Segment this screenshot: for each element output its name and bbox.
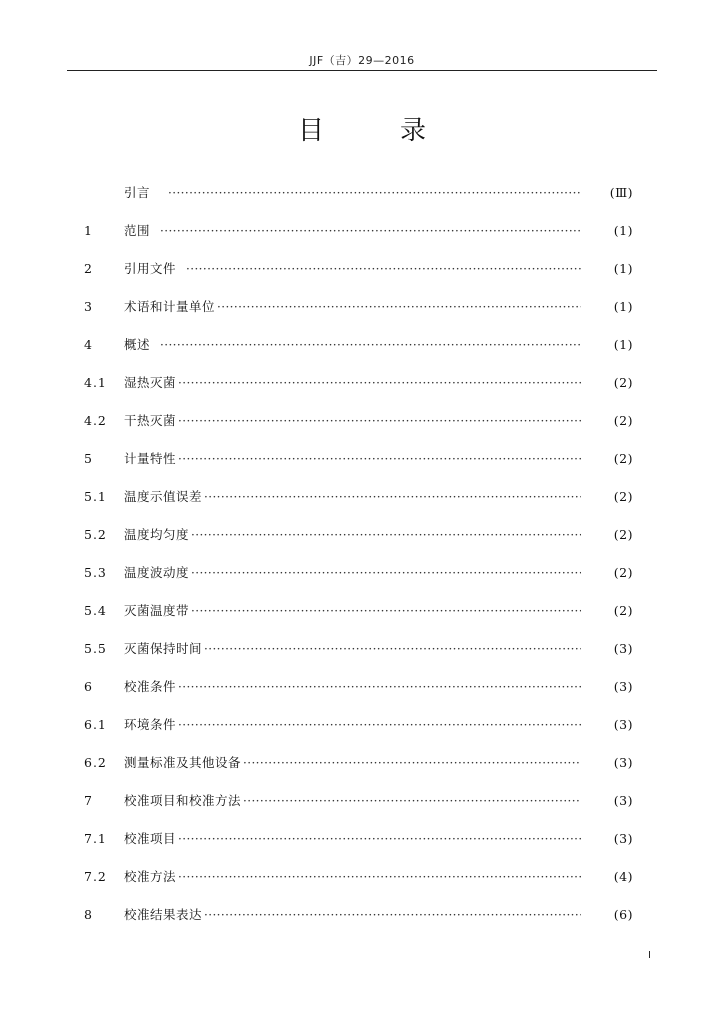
toc-entry-number: 5.5	[84, 641, 107, 656]
toc-entry-page: (4)	[613, 869, 633, 884]
toc-dot-leader	[186, 250, 581, 288]
toc-entry-5-2[interactable]	[84, 516, 633, 554]
toc-entry-title: 引言	[124, 185, 151, 200]
toc-entry-page: (3)	[613, 679, 633, 694]
toc-dot-leader	[191, 554, 581, 592]
toc-entry-title: 灭菌温度带	[124, 603, 190, 618]
toc-entry-title: 湿热灭菌	[124, 375, 177, 390]
toc-entry-title: 环境条件	[124, 717, 177, 732]
toc-entry-number: 5.1	[84, 489, 107, 504]
toc-entry-number: 5	[84, 451, 93, 466]
toc-dot-leader	[160, 212, 581, 250]
toc-entry-page: (2)	[613, 527, 633, 542]
toc-entry-7-2[interactable]	[84, 858, 633, 896]
toc-entry-5[interactable]	[84, 440, 633, 478]
toc-entry-number: 7	[84, 793, 93, 808]
toc-dot-leader	[178, 820, 581, 858]
toc-entry-title: 校准项目	[124, 831, 177, 846]
toc-entry-number: 6.1	[84, 717, 107, 732]
toc-dot-leader	[243, 782, 581, 820]
toc-entry-page: (Ⅲ)	[609, 185, 633, 200]
toc-entry-page: (3)	[613, 641, 633, 656]
toc-entry-2[interactable]	[84, 250, 633, 288]
toc-entry-number: 5.3	[84, 565, 107, 580]
toc-entry-page: (3)	[613, 717, 633, 732]
toc-entry-page: (3)	[613, 831, 633, 846]
toc-entry-title: 引用文件	[124, 261, 177, 276]
toc-entry-5-3[interactable]	[84, 554, 633, 592]
toc-dot-leader	[178, 706, 581, 744]
toc-entry-number: 5.2	[84, 527, 107, 542]
toc-entry-title: 校准方法	[124, 869, 177, 884]
toc-entry-page: (2)	[613, 451, 633, 466]
toc-entry-number: 1	[84, 223, 93, 238]
toc-entry-7-1[interactable]	[84, 820, 633, 858]
page-number: I	[648, 950, 651, 961]
toc-entry-title: 术语和计量单位	[124, 299, 216, 314]
toc-entry-4-1[interactable]	[84, 364, 633, 402]
toc-entry-page: (2)	[613, 489, 633, 504]
toc-dot-leader	[204, 478, 581, 516]
toc-dot-leader	[178, 364, 581, 402]
toc-entry-preface[interactable]	[84, 174, 633, 212]
toc-entry-5-4[interactable]	[84, 592, 633, 630]
toc-dot-leader	[178, 668, 581, 706]
toc-entry-title: 温度波动度	[124, 565, 190, 580]
toc-dot-leader	[204, 630, 581, 668]
page-title-char-2: 录	[400, 116, 427, 146]
page-title-char-1: 目	[297, 116, 324, 146]
toc-entry-page: (6)	[613, 907, 633, 922]
toc-entry-title: 校准项目和校准方法	[124, 793, 242, 808]
toc-entry-title: 校准结果表达	[124, 907, 203, 922]
document-code-header: JJF（吉）29—2016	[309, 54, 415, 67]
toc-entry-number: 3	[84, 299, 93, 314]
toc-entry-6[interactable]	[84, 668, 633, 706]
header-divider	[67, 70, 657, 71]
toc-entry-title: 干热灭菌	[124, 413, 177, 428]
toc-entry-title: 温度示值误差	[124, 489, 203, 504]
toc-entry-title: 温度均匀度	[124, 527, 190, 542]
toc-entry-number: 8	[84, 907, 93, 922]
toc-dot-leader	[178, 402, 581, 440]
toc-entry-page: (1)	[613, 299, 633, 314]
toc-entry-number: 6	[84, 679, 93, 694]
toc-dot-leader	[178, 858, 581, 896]
toc-entry-page: (3)	[613, 755, 633, 770]
toc-entry-page: (2)	[613, 413, 633, 428]
toc-dot-leader	[191, 516, 581, 554]
toc-entry-number: 4	[84, 337, 93, 352]
page-title	[0, 110, 724, 147]
toc-entry-title: 灭菌保持时间	[124, 641, 203, 656]
toc-entry-page: (1)	[613, 337, 633, 352]
toc-entry-4[interactable]	[84, 326, 633, 364]
toc-entry-number: 6.2	[84, 755, 107, 770]
toc-entry-5-5[interactable]	[84, 630, 633, 668]
toc-dot-leader	[191, 592, 581, 630]
toc-entry-6-1[interactable]	[84, 706, 633, 744]
toc-dot-leader	[168, 174, 581, 212]
toc-entry-page: (1)	[613, 223, 633, 238]
toc-entry-3[interactable]	[84, 288, 633, 326]
toc-dot-leader	[160, 326, 581, 364]
toc-entry-page: (3)	[613, 793, 633, 808]
toc-entry-7[interactable]	[84, 782, 633, 820]
toc-entry-page: (2)	[613, 375, 633, 390]
toc-entry-number: 7.1	[84, 831, 107, 846]
toc-entry-page: (1)	[613, 261, 633, 276]
toc-dot-leader	[217, 288, 581, 326]
toc-entry-6-2[interactable]	[84, 744, 633, 782]
toc-entry-4-2[interactable]	[84, 402, 633, 440]
toc-dot-leader	[178, 440, 581, 478]
toc-entry-number: 4.1	[84, 375, 107, 390]
toc-entry-5-1[interactable]	[84, 478, 633, 516]
toc-entry-8[interactable]	[84, 896, 633, 934]
toc-dot-leader	[204, 896, 581, 934]
toc-entry-title: 概述	[124, 337, 151, 352]
toc-entry-page: (2)	[613, 565, 633, 580]
toc-dot-leader	[243, 744, 581, 782]
toc-entry-title: 校准条件	[124, 679, 177, 694]
toc-entry-1[interactable]	[84, 212, 633, 250]
toc-entry-number: 5.4	[84, 603, 107, 618]
toc-entry-title: 范围	[124, 223, 151, 238]
toc-entry-number: 4.2	[84, 413, 107, 428]
toc-entry-page: (2)	[613, 603, 633, 618]
toc-entry-number: 2	[84, 261, 93, 276]
toc-entry-title: 测量标准及其他设备	[124, 755, 242, 770]
toc-entry-number: 7.2	[84, 869, 107, 884]
toc-entry-title: 计量特性	[124, 451, 177, 466]
table-of-contents	[84, 174, 633, 934]
